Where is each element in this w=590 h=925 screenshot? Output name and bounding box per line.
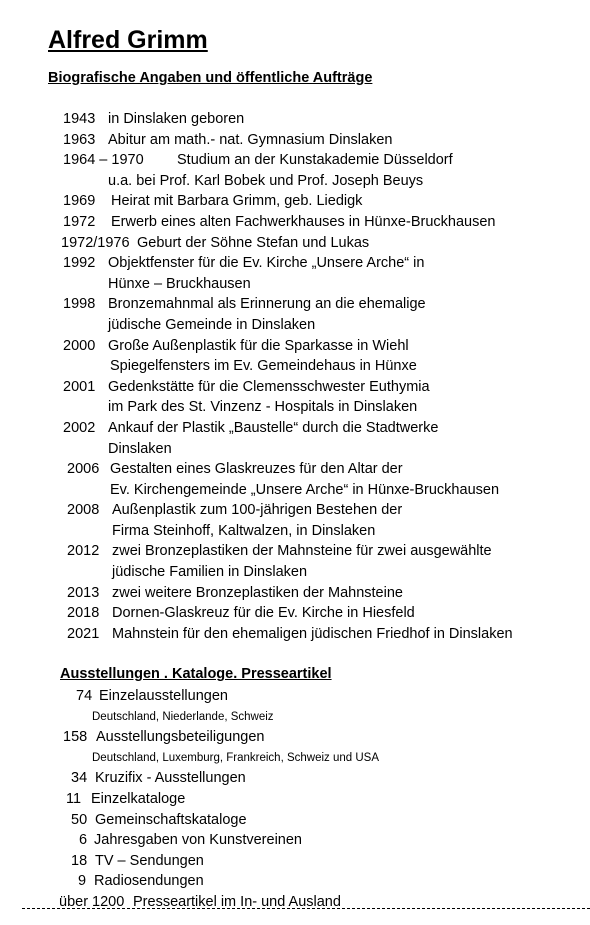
- exhibition-text: Jahresgaben von Kunstvereinen: [94, 832, 302, 849]
- bio-row: [0, 336, 590, 357]
- bio-year: 2008: [67, 502, 100, 519]
- page-title: Alfred Grimm: [48, 26, 208, 54]
- bio-text: Gedenkstätte für die Clemensschwester Euthymia: [108, 378, 430, 395]
- bio-text: Dornen-Glaskreuz für die Ev. Kirche in Hiesfeld: [112, 605, 415, 622]
- bio-text: Mahnstein für den ehemaligen jüdischen Friedhof in Dinslaken: [112, 625, 513, 642]
- bio-row: [0, 253, 590, 274]
- bio-year: 2006: [67, 461, 100, 478]
- bio-year: 2021: [67, 625, 100, 642]
- exhibition-count: 50: [71, 811, 88, 828]
- bio-year: 2013: [67, 584, 100, 601]
- exhibition-count: 6: [79, 832, 88, 849]
- exhibition-row: [0, 871, 590, 892]
- exhibition-detail-text: Deutschland, Luxemburg, Frankreich, Schweiz und USA: [92, 751, 380, 764]
- bio-text: Studium an der Kunstakademie Düsseldorf: [177, 152, 453, 169]
- bio-text: jüdische Gemeinde in Dinslaken: [108, 316, 316, 333]
- bio-text: Geburt der Söhne Stefan und Lukas: [137, 234, 370, 251]
- bio-row: [0, 459, 590, 480]
- exhibition-count: 18: [71, 852, 88, 869]
- bio-year: 2000: [63, 337, 96, 354]
- bio-row: [0, 521, 590, 542]
- bio-row: [0, 233, 590, 254]
- exhibition-row: [0, 892, 590, 913]
- bio-text: Objektfenster für die Ev. Kirche „Unsere Arche“ in: [108, 255, 425, 272]
- bio-list: [0, 109, 590, 644]
- exhibition-row: [0, 686, 590, 707]
- bio-year: 2001: [63, 378, 96, 395]
- bio-text: Gestalten eines Glaskreuzes für den Altar der: [110, 461, 403, 478]
- exhibition-detail-text: Deutschland, Niederlande, Schweiz: [92, 710, 274, 723]
- bio-row: [0, 418, 590, 439]
- bio-text: Große Außenplastik für die Sparkasse in Wiehl: [108, 337, 409, 354]
- bio-year: 1972/1976: [61, 234, 130, 251]
- bio-row: [0, 500, 590, 521]
- bio-heading: Biografische Angaben und öffentliche Aufträge: [48, 70, 373, 86]
- bio-text: im Park des St. Vinzenz - Hospitals in Dinslaken: [108, 399, 418, 416]
- bio-row: [0, 397, 590, 418]
- bio-row: [0, 624, 590, 645]
- bio-text: Heirat mit Barbara Grimm, geb. Liedigk: [111, 193, 363, 210]
- bio-row: [0, 603, 590, 624]
- exhibition-text: Einzelkataloge: [91, 790, 186, 807]
- exhibitions-list: [0, 686, 590, 913]
- bio-text: u.a. bei Prof. Karl Bobek und Prof. Joseph Beuys: [108, 172, 424, 189]
- exhibition-text: Kruzifix - Ausstellungen: [95, 770, 246, 787]
- bio-row: [0, 480, 590, 501]
- bio-row: [0, 583, 590, 604]
- bio-row: [0, 439, 590, 460]
- bio-row: [0, 212, 590, 233]
- bio-row: [0, 315, 590, 336]
- bio-row: [0, 171, 590, 192]
- bio-year: 1969: [63, 193, 96, 210]
- bio-row: [0, 356, 590, 377]
- exhibition-text: Gemeinschaftskataloge: [95, 811, 247, 828]
- bio-year: 2012: [67, 543, 100, 560]
- bio-year: 2002: [63, 419, 96, 436]
- bio-text: zwei weitere Bronzeplastiken der Mahnsteine: [112, 584, 403, 601]
- bio-text: Außenplastik zum 100-jährigen Bestehen der: [112, 502, 403, 519]
- exhibitions-heading: Ausstellungen . Kataloge. Presseartikel: [60, 666, 332, 682]
- exhibition-count: 34: [71, 770, 88, 787]
- exhibition-text: Radiosendungen: [94, 873, 204, 890]
- bio-year: 1963: [63, 131, 96, 148]
- exhibition-count: 11: [66, 790, 82, 807]
- exhibition-count: über 1200: [59, 893, 125, 910]
- exhibition-detail: [0, 748, 590, 769]
- bio-row: [0, 274, 590, 295]
- exhibition-text: Ausstellungsbeteiligungen: [96, 729, 265, 746]
- exhibition-count: 158: [63, 729, 88, 746]
- bio-row: [0, 109, 590, 130]
- bio-text: Bronzemahnmal als Erinnerung an die ehemalige: [108, 296, 426, 313]
- exhibition-row: [0, 851, 590, 872]
- exhibition-row: [0, 830, 590, 851]
- bio-row: [0, 562, 590, 583]
- bio-row: [0, 294, 590, 315]
- bio-text: zwei Bronzeplastiken der Mahnsteine für zwei ausgewählte: [112, 543, 492, 560]
- exhibition-row: [0, 789, 590, 810]
- bio-text: in Dinslaken geboren: [108, 111, 245, 127]
- bio-row: [0, 130, 590, 151]
- exhibition-text: Einzelausstellungen: [99, 688, 228, 704]
- bio-text: Hünxe – Bruckhausen: [108, 275, 251, 292]
- bio-row: [0, 377, 590, 398]
- bio-text: Abitur am math.- nat. Gymnasium Dinslaken: [108, 131, 393, 148]
- bio-year: 1972: [63, 213, 96, 230]
- bio-text: Erwerb eines alten Fachwerkhauses in Hünxe-Bruckhausen: [111, 213, 496, 230]
- bio-text: Firma Steinhoff, Kaltwalzen, in Dinslaken: [112, 522, 376, 539]
- exhibition-text: TV – Sendungen: [95, 852, 204, 869]
- bio-text: jüdische Familien in Dinslaken: [112, 564, 308, 581]
- bio-text: Ankauf der Plastik „Baustelle“ durch die Stadtwerke: [108, 419, 439, 436]
- bio-year: 1998: [63, 296, 96, 313]
- exhibition-detail: [0, 707, 590, 728]
- bio-text: Dinslaken: [108, 440, 172, 457]
- exhibition-row: [0, 810, 590, 831]
- exhibition-count: 74: [76, 688, 93, 704]
- bio-year: 2018: [67, 605, 100, 622]
- bio-row: [0, 541, 590, 562]
- bio-year: 1964 – 1970: [63, 152, 144, 169]
- bio-row: [0, 191, 590, 212]
- exhibition-row: [0, 768, 590, 789]
- bio-year: 1943: [63, 111, 96, 127]
- exhibition-text: Presseartikel im In- und Ausland: [133, 893, 341, 910]
- bio-text: Spiegelfensters im Ev. Gemeindehaus in Hünxe: [110, 358, 417, 375]
- bio-row: [0, 150, 590, 171]
- exhibition-count: 9: [78, 873, 87, 890]
- bio-year: 1992: [63, 255, 96, 272]
- bio-text: Ev. Kirchengemeinde „Unsere Arche“ in Hünxe-Bruckhausen: [110, 481, 500, 498]
- exhibition-row: [0, 727, 590, 748]
- dashed-divider: [22, 908, 590, 909]
